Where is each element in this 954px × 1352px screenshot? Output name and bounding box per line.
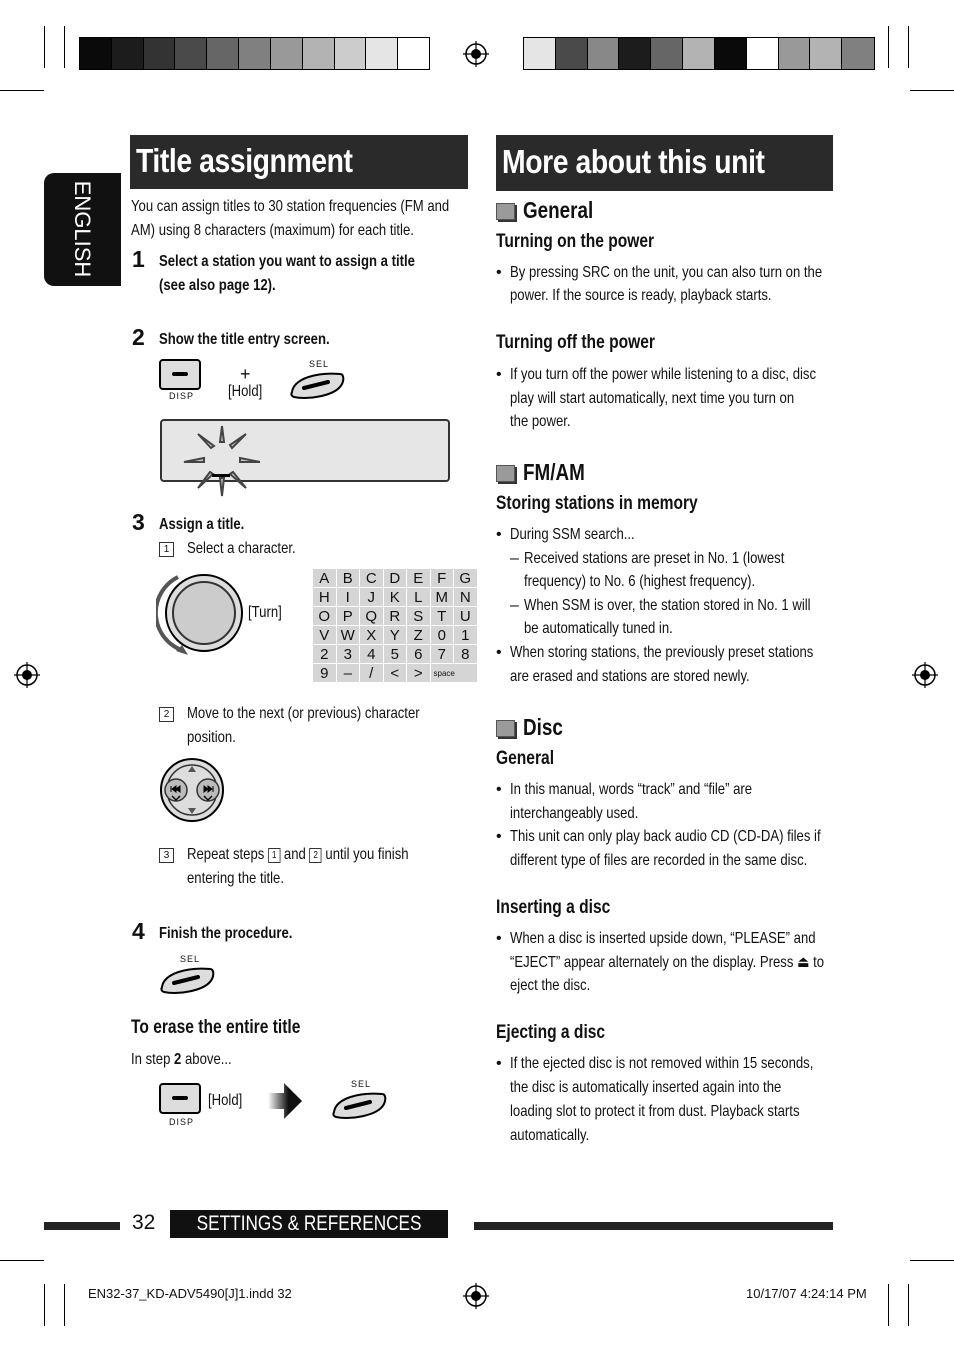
subheading: Inserting a disc [496,897,611,918]
section-fmam: FM/AM [523,459,598,486]
slug-timestamp: 10/17/07 4:24:14 PM [746,1286,867,1301]
step4-text: Finish the procedure. [159,925,293,942]
page-title-left: Title assignment [130,135,468,189]
grayscale-bar-right [523,37,875,70]
sel-button-icon [288,370,346,400]
bullet-list: • In this manual, words “track” and “file” are interchangeably used. • This unit can only play back audio CD (CD-DA) files if different type of files are recorded in the same disc. [496,781,821,869]
turn-label: [Turn] [248,604,282,621]
plus-sign: + [240,364,251,384]
page-title-right: More about this unit [496,135,833,191]
bullet-item: • When a disc is inserted upside down, “PLEASE” and “EJECT” appear alternately on the display. Press ⏏ to eject the disc. [496,930,825,994]
registration-mark-icon [912,662,938,688]
substep-2: 2 Move to the next (or previous) character position. [159,702,174,726]
section-square-icon [496,720,515,737]
step1-text: Select a station you want to assign a title (see also page 12). [159,253,415,294]
crop-mark [0,1260,44,1261]
section-general: General [523,197,609,224]
arrow-right-icon [266,1081,304,1121]
footer-rule [44,1222,120,1230]
language-tab [44,173,121,286]
crop-mark [910,1260,954,1261]
step-number: 1 [132,246,145,272]
subheading: Turning off the power [496,332,655,353]
registration-mark-icon [14,662,40,688]
erase-text: In step 2 above... [131,1051,232,1068]
page-number: 32 [132,1211,156,1234]
subheading: General [496,748,555,769]
crop-mark [908,1284,909,1326]
section-disc: Disc [523,714,572,741]
hold-label: [Hold] [228,383,263,400]
subheading: Turning on the power [496,231,655,252]
crop-mark [910,90,954,91]
disp-label: DISP [169,391,195,401]
sel-label: SEL [309,359,330,369]
substep-3: 3 Repeat steps 1 and 2 until you finish entering the title. [159,843,174,867]
rotary-dial-icon [156,569,250,657]
sel-label: SEL [351,1079,372,1089]
step-number: 2 [132,324,145,350]
crop-mark [64,1284,65,1326]
skip-control-icon [158,756,226,824]
slug-filename: EN32-37_KD-ADV5490[J]1.indd 32 [88,1286,292,1301]
sel-button-icon [330,1090,388,1120]
hold-label: [Hold] [208,1092,243,1109]
subheading: Ejecting a disc [496,1022,606,1043]
crop-mark [44,1284,45,1326]
crop-mark [888,26,889,68]
bullet-list: • During SSM search... – Received stations are preset in No. 1 (lowest frequency) to No. 6 (highest frequency). – When SSM is over, the station stored in No. 1 will be automatically tuned in. • When storing stations, the previously preset stations are erased and stations are stored newly. [496,526,814,685]
blinking-cursor-icon [180,424,264,498]
section-square-icon [496,465,515,482]
crop-mark [44,26,45,68]
crop-mark [0,90,44,91]
step-number: 4 [132,918,145,944]
erase-heading: To erase the entire title [131,1017,301,1038]
bullet-item: • If the ejected disc is not removed within 15 seconds, the disc is automatically inserted again into the loading slot to protect it from dust. Playback starts automatically. [496,1055,814,1144]
sel-label: SEL [180,954,201,964]
registration-mark-icon [463,1283,489,1309]
grayscale-bar-left [79,37,430,70]
step3-text: Assign a title. [159,516,245,533]
disp-button-icon [158,1082,204,1122]
crop-mark [888,1284,889,1326]
step-number: 3 [132,509,145,535]
character-grid: A B C D E F G H I J K L M N O P Q R S T U V W X Y Z 0 1 2 3 4 5 6 7 8 9 – / < > space [312,568,478,683]
disp-label: DISP [169,1117,195,1127]
footer-section: SETTINGS & REFERENCES [170,1210,448,1238]
substep-1: 1 Select a character. [159,537,174,561]
sel-button-icon [158,965,216,995]
section-square-icon [496,203,515,220]
language-label: ENGLISH [70,180,95,278]
subheading: Storing stations in memory [496,493,698,514]
crop-mark [908,26,909,68]
footer-rule [474,1222,833,1230]
step2-text: Show the title entry screen. [159,331,330,348]
registration-mark-icon [463,41,489,67]
intro-text: You can assign titles to 30 station frequencies (FM and AM) using 8 characters (maximum) for each title. [131,198,450,239]
crop-mark [64,26,65,68]
